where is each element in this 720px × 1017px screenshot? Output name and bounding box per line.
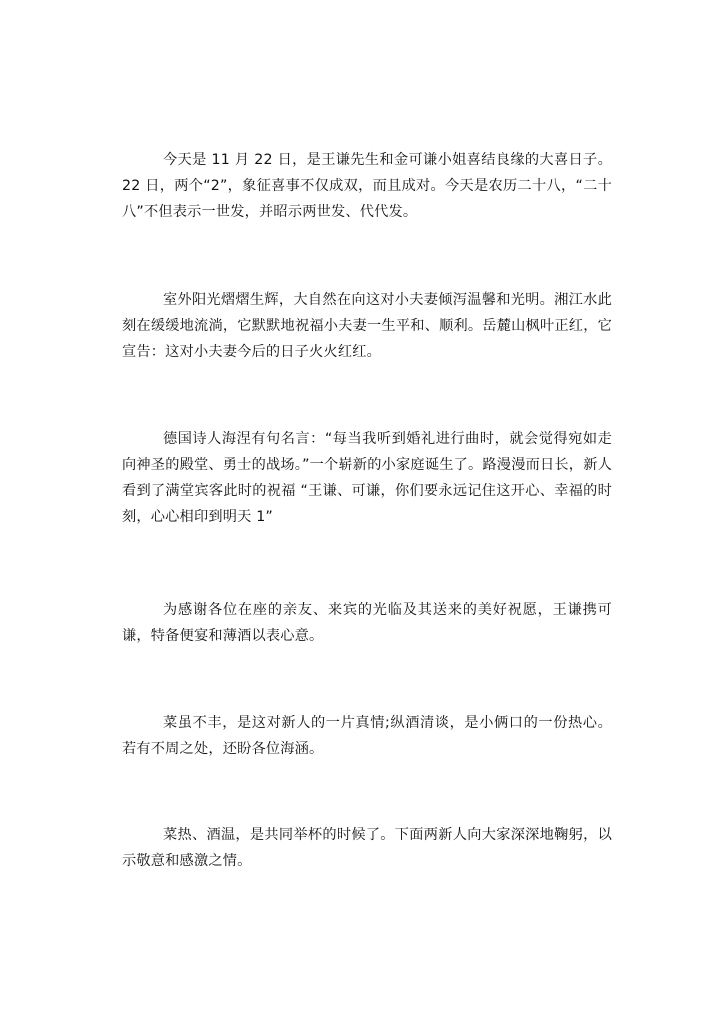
- paragraph-3: 德国诗人海涅有句名言：“每当我听到婚礼进行曲时，就会觉得宛如走向神圣的殿堂、勇士的战场。”一个崭新的小家庭诞生了。路漫漫而日长，新人看到了满堂宾客此时的祝福 “王谦、可谦，你们要永远记住这开心、幸福的时刻，心心相印到明天 1”: [122, 431, 612, 525]
- paragraph-1: 今天是 11 月 22 日，是王谦先生和金可谦小姐喜结良缘的大喜日子。22 日，两个“2”，象征喜事不仅成双，而且成对。今天是农历二十八，“二十八”不但表示一世发，并昭示两世发、代代发。: [122, 152, 612, 220]
- paragraph-4: 为感谢各位在座的亲友、来宾的光临及其送来的美好祝愿，王谦携可谦，特备便宴和薄酒以表心意。: [122, 602, 612, 644]
- paragraph-6: 菜热、酒温，是共同举杯的时候了。下面两新人向大家深深地鞠躬，以示敬意和感激之情。: [122, 827, 612, 869]
- paragraph-2: 室外阳光熠熠生辉，大自然在向这对小夫妻倾泻温馨和光明。湘江水此刻在缓缓地流淌，它默默地祝福小夫妻一生平和、顺利。岳麓山枫叶正红，它宣告：这对小夫妻今后的日子火火红红。: [122, 292, 612, 360]
- paragraph-5: 菜虽不丰，是这对新人的一片真情;纵酒清谈，是小俩口的一份热心。若有不周之处，还盼各位海涵。: [122, 715, 612, 757]
